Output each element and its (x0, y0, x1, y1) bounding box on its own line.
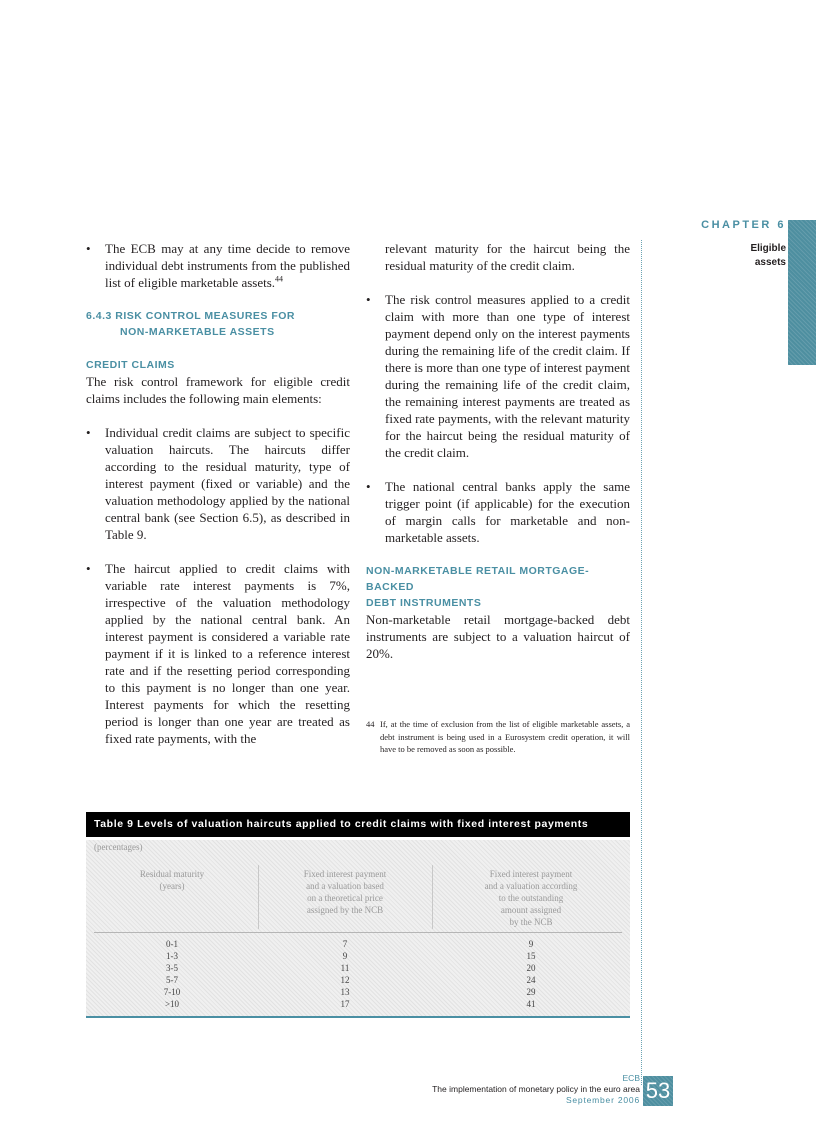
bullet-valuation-haircuts: • Individual credit claims are subject to specific valuation haircuts. The haircuts differ according to the residual maturity, type of interest payment (fixed or variable) and the valuation methodology applied by the national central bank (see Section 6.5), as described in Table 9. (86, 424, 350, 543)
cell-maturity: 1-3 (166, 951, 178, 961)
subheading-credit-claims: CREDIT CLAIMS (86, 359, 175, 371)
page-footer (432, 1073, 640, 1106)
cell-maturity: 5-7 (166, 975, 178, 985)
cell-outstanding: 29 (526, 987, 536, 997)
bullet-margin-calls: • The national central banks apply the same trigger point (if applicable) for the execution of margin calls for marketable and non-marketable assets. (366, 478, 630, 546)
chapter-subtitle-line2: assets (754, 257, 786, 268)
cell-outstanding: 20 (526, 963, 536, 973)
cell-theoretical: 7 (342, 939, 348, 949)
footer-date: September 2006 (565, 1095, 640, 1105)
table-9-title: Table 9 Levels of valuation haircuts applied to credit claims with fixed interest payments (86, 812, 630, 840)
cell-theoretical: 17 (340, 999, 350, 1009)
mortgage-text: Non-marketable retail mortgage-backed debt instruments are subject to a valuation haircut of 20%. (366, 612, 630, 661)
header-line: (years) (159, 881, 185, 891)
table-9 (86, 812, 630, 1018)
section-heading-line2: NON-MARKETABLE ASSETS (120, 326, 275, 338)
header-line: assigned by the NCB (306, 905, 384, 915)
cell-theoretical: 13 (340, 987, 350, 997)
cell-maturity: 3-5 (166, 963, 178, 973)
footnote-44 (366, 718, 630, 756)
table-9-unit: (percentages) (94, 842, 143, 852)
credit-claims-intro: The risk control framework for eligible credit claims includes the following main elements: (86, 374, 350, 406)
table-row (86, 938, 630, 950)
header-outstanding-amount (432, 868, 630, 928)
footer-publication: The implementation of monetary policy in the euro area (432, 1084, 640, 1094)
chapter-subtitle (750, 242, 786, 270)
right-column (366, 240, 630, 662)
cell-theoretical: 11 (340, 963, 350, 973)
table-row (86, 998, 630, 1010)
bullet-remove-instruments (86, 240, 350, 291)
cell-theoretical: 9 (342, 951, 348, 961)
footnote-ref-44[interactable]: 44 (275, 274, 284, 284)
cell-outstanding: 9 (528, 939, 534, 949)
bullet-variable-rate: • The haircut applied to credit claims with variable rate interest payments is 7%, irrespective of the valuation methodology applied by the national central bank. An interest payment is considered a variable rate payment if it is linked to a reference interest rate and if the resetting period corresponding to this payment is no longer than one year. Interest payments for which the resetting period is longer than one year are treated as fixed rate payments, with the (86, 560, 350, 747)
table-9-rows (86, 938, 630, 1010)
section-heading-line1: 6.4.3 RISK CONTROL MEASURES FOR (86, 310, 296, 322)
margin-rule (641, 240, 642, 1085)
header-line: on a theoretical price (307, 893, 383, 903)
section-heading-6-4-3 (86, 308, 350, 340)
chapter-side-tab (788, 220, 816, 365)
header-separator (94, 932, 622, 933)
bullet-multiple-interest-types: • The risk control measures applied to a credit claim with more than one type of interest payment depend only on the interest payments during the remaining life of the credit claim. If there is more than one type of interest payment during the remaining life of the credit claim, the remaining interest payments are treated as fixed rate payments, with the relevant maturity for the haircut being the residual maturity of the credit claim. (366, 291, 630, 461)
subheading-mortgage-line1: NON-MARKETABLE RETAIL MORTGAGE-BACKED (366, 565, 590, 593)
subheading-mortgage-backed (366, 563, 630, 611)
chapter-label: CHAPTER 6 (701, 219, 786, 231)
cell-maturity: 7-10 (163, 987, 181, 997)
header-line: Residual maturity (139, 869, 205, 879)
cell-outstanding: 24 (526, 975, 536, 985)
table-row (86, 974, 630, 986)
table-9-body (86, 840, 630, 1018)
cell-theoretical: 12 (340, 975, 350, 985)
cell-maturity: >10 (164, 999, 180, 1009)
footer-publisher: ECB (622, 1073, 640, 1083)
left-column (86, 240, 350, 747)
footnote-text: If, at the time of exclusion from the list of eligible marketable assets, a debt instrument is being used in a Eurosystem credit operation, it will have to be removed as soon as possible. (380, 719, 630, 754)
bullet-remove-instruments-text: The ECB may at any time decide to remove individual debt instruments from the published list of eligible marketable assets. (105, 241, 350, 290)
chapter-subtitle-line1: Eligible (750, 243, 786, 254)
header-line: by the NCB (509, 917, 553, 927)
cell-outstanding: 15 (526, 951, 536, 961)
table-row (86, 986, 630, 998)
header-theoretical-price (258, 868, 432, 916)
table-row (86, 962, 630, 974)
bullet-continuation: relevant maturity for the haircut being the residual maturity of the credit claim. (385, 241, 630, 273)
footnote-number: 44 (366, 719, 375, 729)
subheading-mortgage-line2: DEBT INSTRUMENTS (366, 597, 482, 609)
cell-outstanding: 41 (526, 999, 536, 1009)
table-row (86, 950, 630, 962)
page-number: 53 (643, 1076, 673, 1106)
header-line: and a valuation according (484, 881, 578, 891)
header-line: to the outstanding (498, 893, 564, 903)
header-line: Fixed interest payment (303, 869, 387, 879)
header-line: and a valuation based (306, 881, 384, 891)
header-residual-maturity (86, 868, 258, 892)
header-line: amount assigned (500, 905, 562, 915)
header-line: Fixed interest payment (489, 869, 573, 879)
cell-maturity: 0-1 (166, 939, 178, 949)
